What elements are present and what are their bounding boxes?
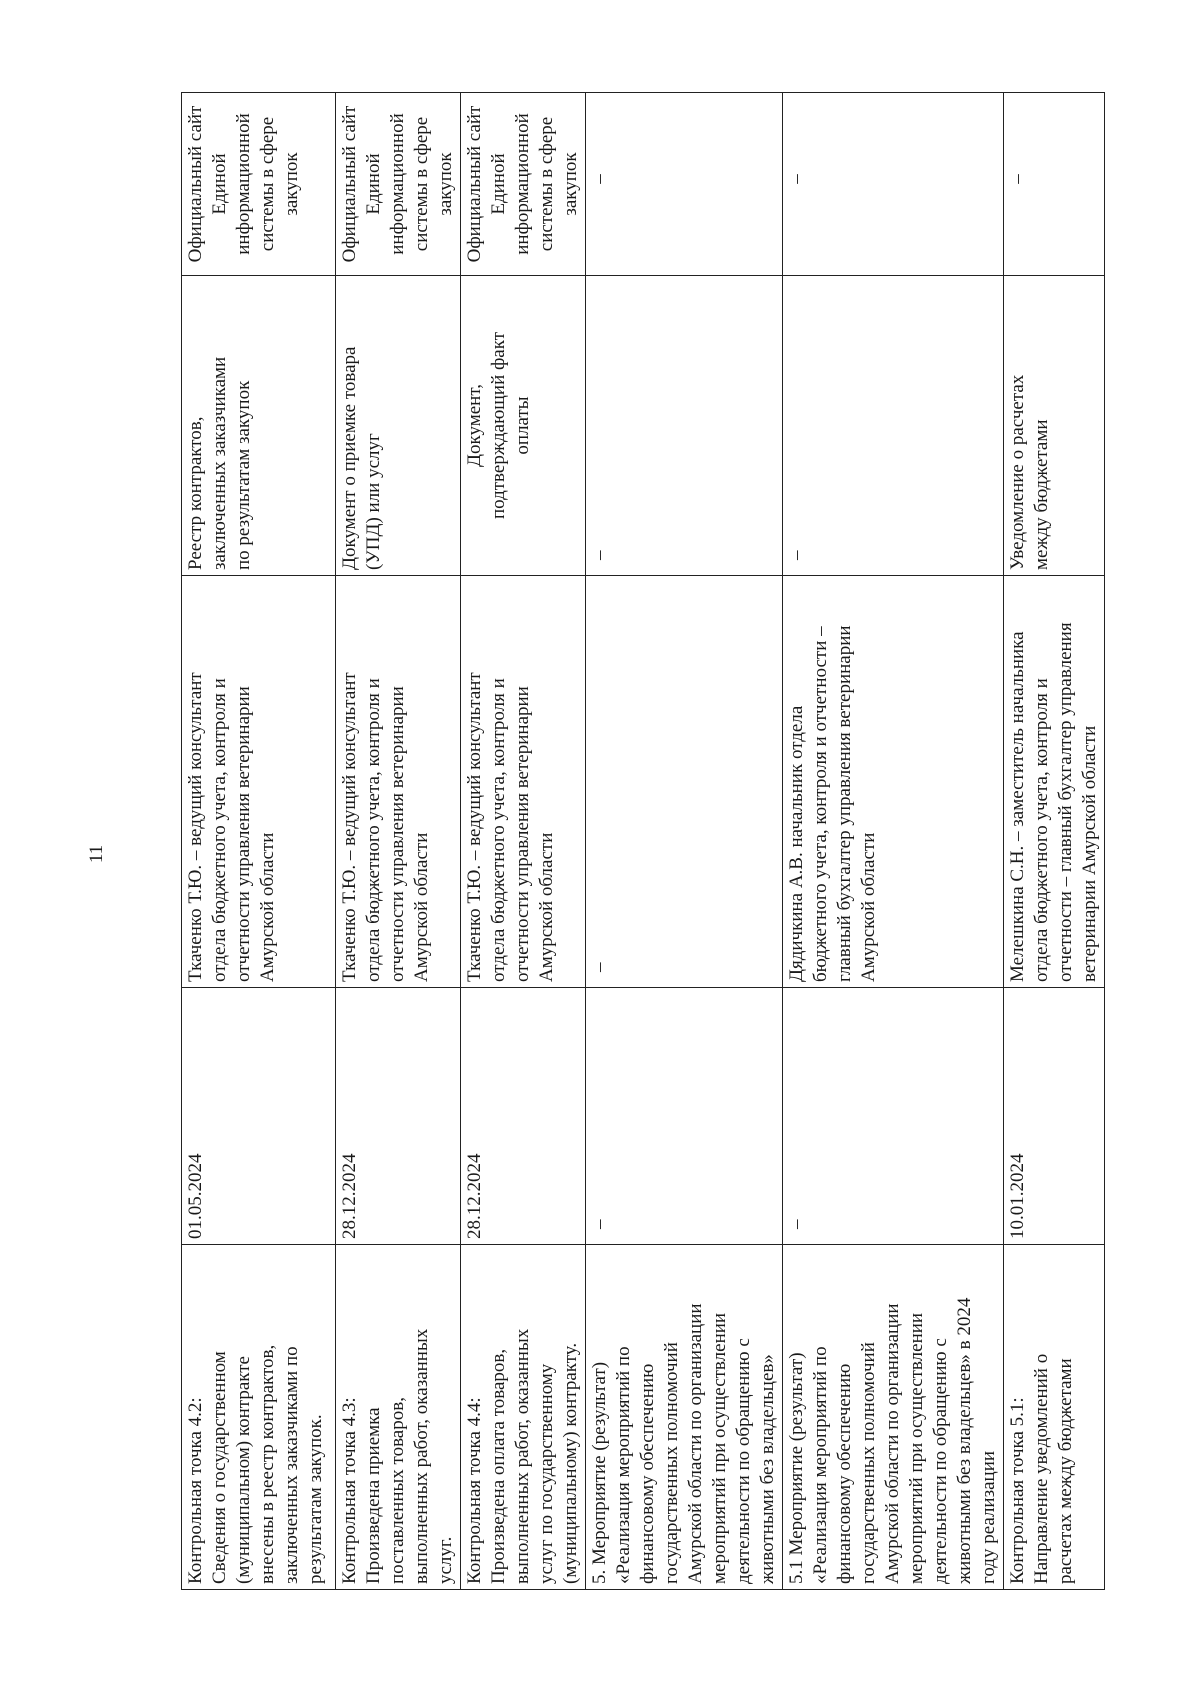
cell-line: заключенных заказчиками	[209, 356, 230, 570]
empty-dash: –	[589, 1219, 610, 1229]
cell-line: информационной	[233, 113, 254, 255]
cell-line: Амурской области	[257, 832, 278, 982]
cell-line: 10.01.2024	[1007, 1153, 1028, 1239]
cell-line: Произведена оплата товаров,	[488, 1348, 509, 1584]
cell-line: информационной	[512, 113, 533, 255]
cell-document	[461, 276, 586, 576]
cell-line: 5. Мероприятие (результат)	[589, 1361, 610, 1584]
cell-line: оплаты	[512, 396, 533, 455]
empty-dash: –	[786, 550, 807, 560]
cell-line: системы в сфере	[536, 116, 557, 252]
empty-dash: –	[786, 1219, 807, 1229]
cell-line: подтверждающий факт	[488, 331, 509, 520]
cell-line: Ткаченко Т.Ю. – ведущий консультант	[464, 672, 485, 982]
cell-line: услуг.	[435, 1536, 456, 1584]
cell-item	[1004, 1245, 1105, 1590]
cell-line: системы в сфере	[257, 116, 278, 252]
cell-item	[182, 1245, 336, 1590]
cell-line: главный бухгалтер управления ветеринарии	[834, 625, 855, 982]
cell-item	[783, 1245, 1004, 1590]
cell-line: животными без владельцев» в 2024	[954, 1297, 975, 1584]
cell-line: отчетности управления ветеринарии	[233, 686, 254, 982]
cell-responsible	[461, 576, 586, 988]
cell-line: отдела бюджетного учета, контроля и	[1031, 678, 1052, 982]
cell-line: поставленных товаров,	[387, 1397, 408, 1584]
cell-system	[461, 93, 586, 276]
cell-line: информационной	[387, 113, 408, 255]
cell-line: Амурской области	[858, 832, 879, 982]
cell-line: (муниципальном) контракте	[233, 1356, 254, 1584]
cell-line: 28.12.2024	[339, 1153, 360, 1239]
cell-line: отдела бюджетного учета, контроля и	[363, 678, 384, 982]
cell-line: (муниципальному) контракту.	[560, 1342, 581, 1584]
cell-line: закупок	[560, 152, 581, 216]
cell-line: Амурской области по организации	[685, 1303, 706, 1584]
cell-line: мероприятий при осуществлении	[709, 1312, 730, 1584]
cell-item	[586, 1245, 783, 1590]
cell-item	[336, 1245, 461, 1590]
cell-line: Документ,	[464, 384, 485, 467]
cell-line: Амурской области по организации	[882, 1303, 903, 1584]
cell-line: деятельности по обращению с	[930, 1338, 951, 1584]
cell-document	[336, 276, 461, 576]
cell-line: выполненных работ, оказанных	[512, 1328, 533, 1584]
cell-line: «Реализация мероприятий по	[810, 1346, 831, 1584]
cell-date	[586, 988, 783, 1245]
cell-line: Контрольная точка 4.4:	[464, 1397, 485, 1584]
cell-line: Направление уведомлений о	[1031, 1353, 1052, 1584]
empty-dash: –	[589, 550, 610, 560]
cell-line: 28.12.2024	[464, 1153, 485, 1239]
cell-line: Единой	[363, 153, 384, 215]
cell-line: Ткаченко Т.Ю. – ведущий консультант	[339, 672, 360, 982]
cell-line: отчетности управления ветеринарии	[512, 686, 533, 982]
cell-line: Единой	[488, 153, 509, 215]
cell-line: Амурской области	[536, 832, 557, 982]
control-points-table	[181, 92, 1105, 1590]
cell-date	[783, 988, 1004, 1245]
cell-line: Дядичкина А.В. начальник отдела	[786, 705, 807, 982]
cell-line: услуг по государственному	[536, 1363, 557, 1584]
table-row	[586, 93, 783, 1590]
cell-document	[783, 276, 1004, 576]
cell-system	[783, 93, 1004, 276]
cell-line: Контрольная точка 4.3:	[339, 1397, 360, 1584]
empty-dash: –	[589, 174, 610, 184]
cell-system	[586, 93, 783, 276]
cell-line: ветеринарии Амурской области	[1079, 725, 1100, 982]
cell-system	[1004, 93, 1105, 276]
table-row	[1004, 93, 1105, 1590]
cell-line: государственных полномочий	[661, 1342, 682, 1584]
cell-line: закупок	[281, 152, 302, 216]
cell-line: Ткаченко Т.Ю. – ведущий консультант	[185, 672, 206, 982]
table-row	[182, 93, 336, 1590]
empty-dash: –	[786, 174, 807, 184]
cell-line: Документ о приемке товара	[339, 346, 360, 570]
cell-responsible	[336, 576, 461, 988]
cell-date	[182, 988, 336, 1245]
cell-line: закупок	[435, 152, 456, 216]
table-row	[783, 93, 1004, 1590]
cell-line: по результатам закупок	[233, 380, 254, 570]
cell-line: «Реализация мероприятий по	[613, 1346, 634, 1584]
empty-dash: –	[1007, 174, 1028, 184]
cell-line: 01.05.2024	[185, 1153, 206, 1239]
cell-system	[336, 93, 461, 276]
cell-responsible	[1004, 576, 1105, 988]
cell-line: Контрольная точка 4.2:	[185, 1397, 206, 1584]
cell-line: Официальный сайт	[339, 105, 360, 263]
cell-line: Контрольная точка 5.1:	[1007, 1397, 1028, 1584]
page-number: 11	[86, 844, 108, 864]
cell-line: Уведомление о расчетах	[1007, 374, 1028, 570]
cell-line: Произведена приемка	[363, 1407, 384, 1584]
cell-line: государственных полномочий	[858, 1342, 879, 1584]
cell-line: Сведения о государственном	[209, 1351, 230, 1584]
cell-line: финансовому обеспечению	[834, 1363, 855, 1584]
cell-line: году реализации	[978, 1450, 999, 1584]
cell-line: Официальный сайт	[464, 105, 485, 263]
cell-line: 5.1 Мероприятие (результат)	[786, 1352, 807, 1584]
cell-date	[1004, 988, 1105, 1245]
cell-responsible	[182, 576, 336, 988]
cell-date	[461, 988, 586, 1245]
empty-dash: –	[589, 962, 610, 972]
cell-line: финансовому обеспечению	[637, 1363, 658, 1584]
cell-line: отчетности – главный бухгалтер управления	[1055, 622, 1076, 982]
cell-document	[586, 276, 783, 576]
cell-line: мероприятий при осуществлении	[906, 1312, 927, 1584]
cell-document	[182, 276, 336, 576]
cell-date	[336, 988, 461, 1245]
cell-line: выполненных работ, оказанных	[411, 1328, 432, 1584]
table-body	[182, 93, 1105, 1590]
cell-line: Амурской области	[411, 832, 432, 982]
cell-line: заключенных заказчиками по	[281, 1346, 302, 1584]
cell-line: Официальный сайт	[185, 105, 206, 263]
cell-line: животными без владельцев»	[757, 1354, 778, 1584]
cell-line: Мелешкина С.Н. – заместитель начальника	[1007, 631, 1028, 982]
cell-line: отдела бюджетного учета, контроля и	[488, 678, 509, 982]
cell-line: Реестр контрактов,	[185, 416, 206, 570]
cell-line: системы в сфере	[411, 116, 432, 252]
cell-line: расчетах между бюджетами	[1055, 1358, 1076, 1584]
cell-line: деятельности по обращению с	[733, 1338, 754, 1584]
cell-responsible	[783, 576, 1004, 988]
cell-line: Единой	[209, 153, 230, 215]
cell-item	[461, 1245, 586, 1590]
cell-system	[182, 93, 336, 276]
cell-line: результатам закупок.	[305, 1414, 326, 1584]
cell-responsible	[586, 576, 783, 988]
cell-line: отдела бюджетного учета, контроля и	[209, 678, 230, 982]
table-row	[461, 93, 586, 1590]
cell-line: отчетности управления ветеринарии	[387, 686, 408, 982]
cell-line: внесены в реестр контрактов,	[257, 1344, 278, 1584]
cell-line: бюджетного учета, контроля и отчетности –	[810, 626, 831, 982]
cell-document	[1004, 276, 1105, 576]
table-wrapper	[181, 93, 1100, 1590]
table-row	[336, 93, 461, 1590]
cell-line: (УПД) или услуг	[363, 433, 384, 570]
cell-line: между бюджетами	[1031, 419, 1052, 570]
